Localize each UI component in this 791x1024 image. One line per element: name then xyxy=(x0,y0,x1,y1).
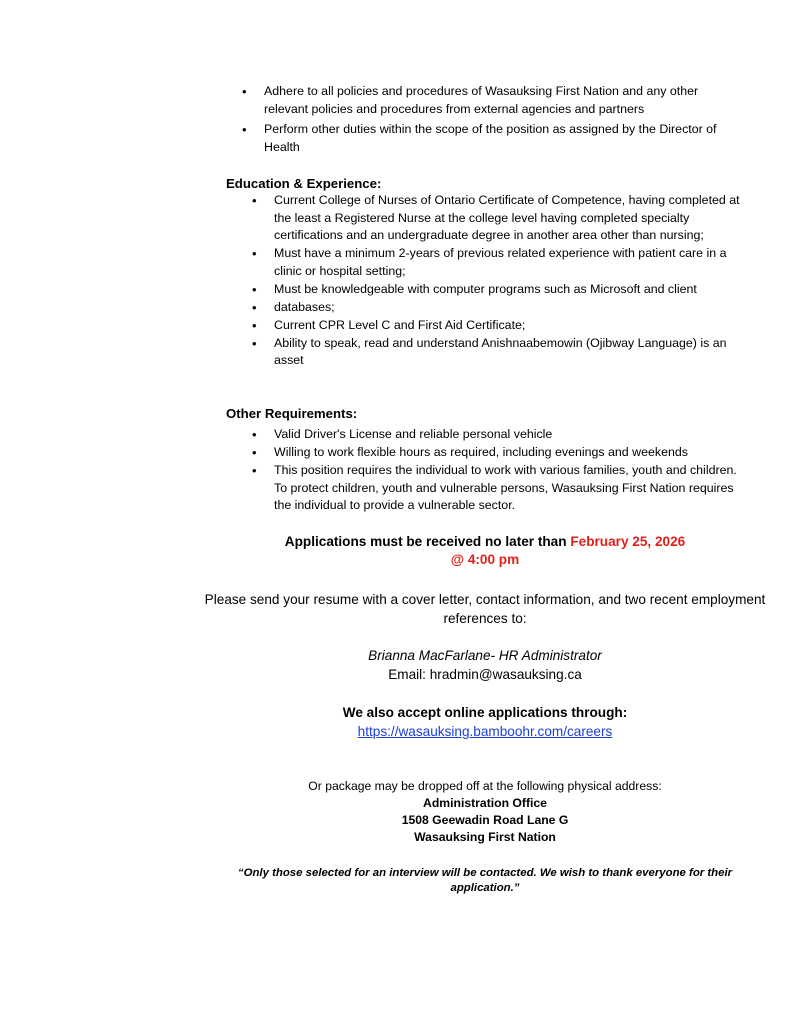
drop-off-intro: Or package may be dropped off at the following physical address: xyxy=(308,779,662,793)
send-instructions: Please send your resume with a cover letter, contact information, and two recent employment references to: xyxy=(204,592,766,626)
online-applications xyxy=(180,703,790,741)
application-deadline xyxy=(180,533,790,569)
list-item: • This position requires the individual to work with various families, youth and children. To protect children, youth and vulnerable persons, Wasauksing First Nation requires the individual to provide a vulnerable sector. xyxy=(274,462,746,515)
list-item: • Adhere to all policies and procedures of Wasauksing First Nation and any other relevant policies and procedures from external agencies and partners xyxy=(264,83,744,118)
list-item: • databases; xyxy=(274,299,746,317)
duties-list xyxy=(264,83,744,159)
other-requirements-heading: Other Requirements: xyxy=(226,406,358,421)
deadline-date: February 25, 2026 xyxy=(570,534,686,549)
list-item: • Current College of Nurses of Ontario Certificate of Competence, having completed at the least a Registered Nurse at the college level having completed specialty certifications and an undergraduate degree in another area other than nursing; xyxy=(274,192,746,245)
contact-email: Email: hradmin@wasauksing.ca xyxy=(388,667,582,682)
deadline-prefix: Applications must be received no later than xyxy=(284,534,567,549)
drop-off-block xyxy=(180,778,790,846)
list-item: • Current CPR Level C and First Aid Certificate; xyxy=(274,317,746,335)
address-line: Administration Office xyxy=(423,796,547,810)
careers-link[interactable]: https://wasauksing.bamboohr.com/careers xyxy=(357,724,613,739)
address-line: Wasauksing First Nation xyxy=(414,830,556,844)
education-list xyxy=(274,192,746,370)
list-item: • Must have a minimum 2-years of previous related experience with patient care in a clinic or hospital setting; xyxy=(274,245,746,280)
education-heading: Education & Experience: xyxy=(226,176,382,191)
contact-block xyxy=(180,646,790,684)
list-item: • Ability to speak, read and understand Anishnaabemowin (Ojibway Language) is an asset xyxy=(274,335,746,370)
list-item: • Willing to work flexible hours as required, including evenings and weekends xyxy=(274,444,746,462)
other-requirements-list xyxy=(274,426,746,515)
address-line: 1508 Geewadin Road Lane G xyxy=(401,813,569,827)
closing-quote: “Only those selected for an interview will be contacted. We wish to thank everyone for their application.” xyxy=(237,867,733,894)
list-item: • Must be knowledgeable with computer programs such as Microsoft and client xyxy=(274,281,746,299)
online-label: We also accept online applications through: xyxy=(342,705,628,720)
contact-name: Brianna MacFarlane- HR Administrator xyxy=(368,648,602,663)
list-item: • Perform other duties within the scope of the position as assigned by the Director of Health xyxy=(264,121,744,156)
deadline-time: @ 4:00 pm xyxy=(450,552,520,567)
list-item: • Valid Driver's License and reliable personal vehicle xyxy=(274,426,746,444)
